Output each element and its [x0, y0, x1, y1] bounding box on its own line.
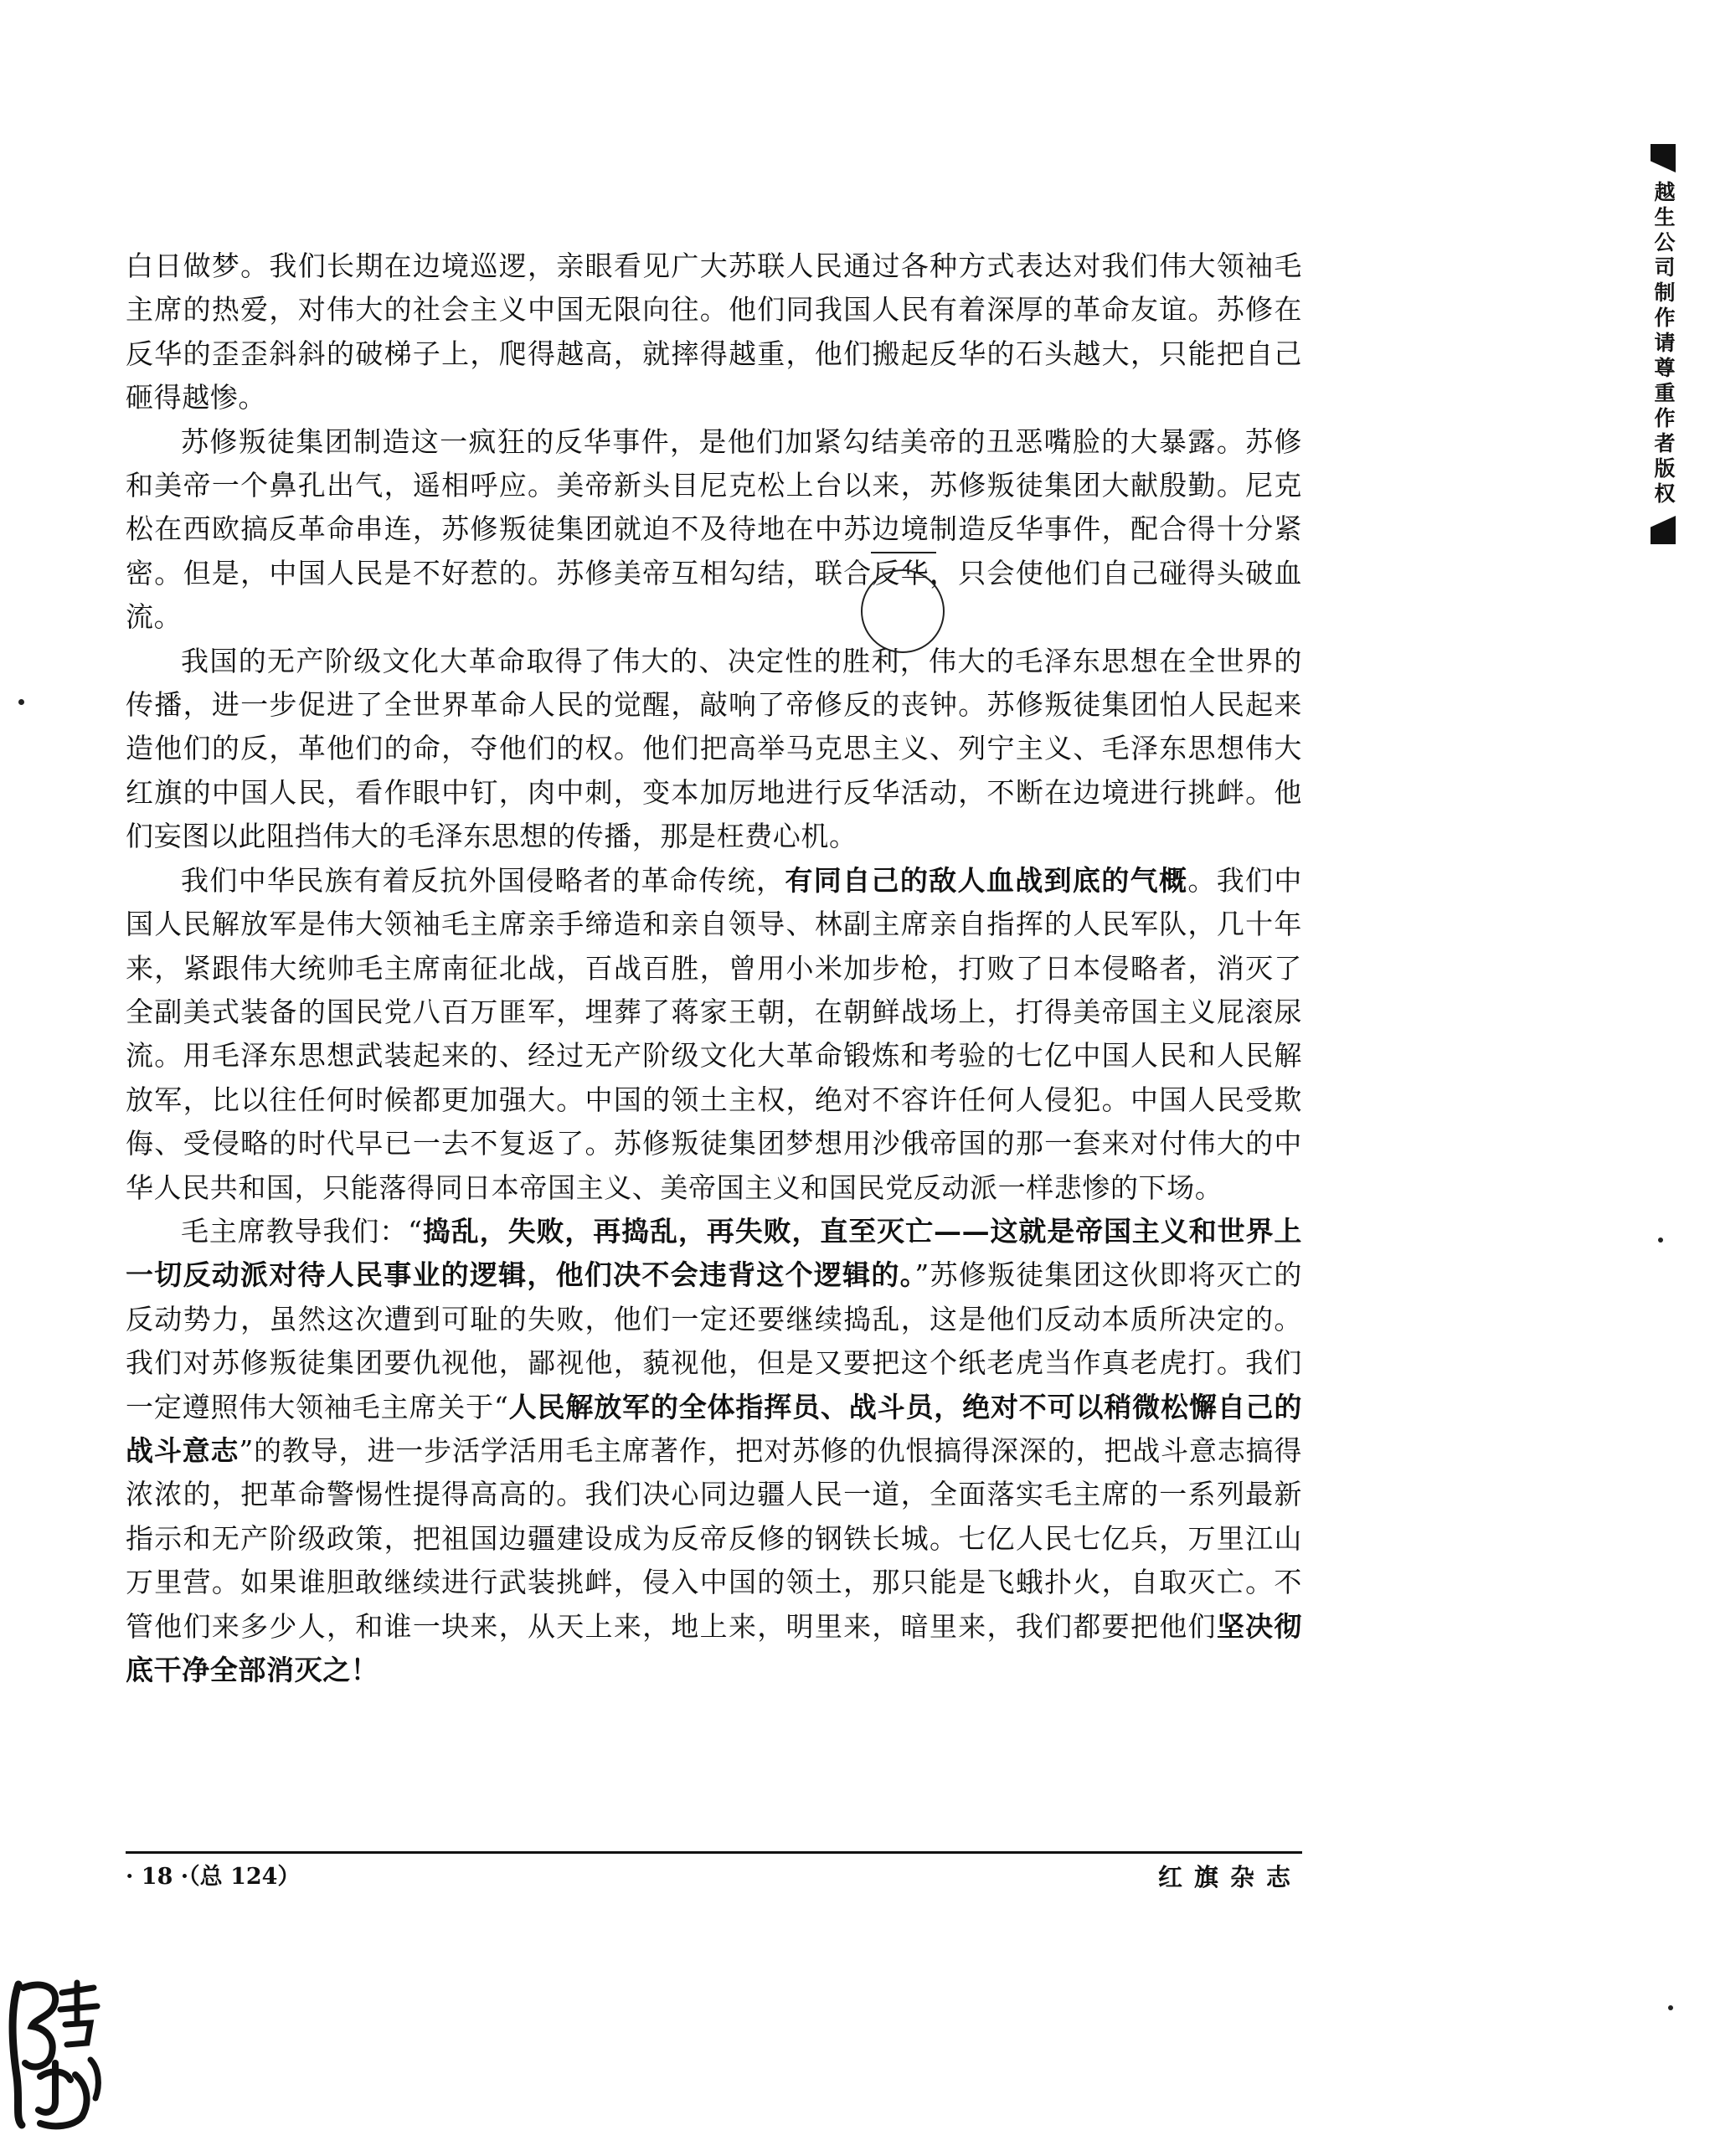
paragraph	[126, 420, 1302, 640]
emphasized-quote: 捣乱，失败，再捣乱，再失败，直至灭亡——这就是帝国主义和世界上一切反动派对待人民事业的逻辑，他们决不会违背这个逻辑的。	[126, 1214, 1302, 1292]
text-run: 白日做梦。我们长期在边境巡逻，亲眼看见广大苏联人民通过各种方式表达对我们伟大领袖毛主席的热爱，对伟大的社会主义中国无限向往。他们同我国人民有着深厚的革命友谊。苏修在反华的歪歪斜斜的破梯子上，爬得越高，就摔得越重，他们搬起反华的石头越大，只能把自己砸得越惨。	[126, 250, 1302, 414]
text-run: 我们中华民族有着反抗外国侵略者的革命传统，	[181, 863, 785, 897]
margin-bar-bottom	[1651, 516, 1676, 544]
text-run: ”的教导，进一步活学活用毛主席著作，把对苏修的仇恨搞得深深的，把战斗意志搞得浓浓的，把革命警惕性提得高高的。我们决心同边疆人民一道，全面落实毛主席的一系列最新指示和无产阶级政策，把祖国边疆建设成为反帝反修的钢铁长城。七亿人民七亿兵，万里江山万里营。如果谁胆敢继续进行武装挑衅，侵入中国的领土，那只能是飞蛾扑火，自取灭亡。不管他们来多少人，和谁一块来，从天上来，地上来，明里来，暗里来，我们都要把他们	[126, 1433, 1302, 1643]
paragraph	[126, 244, 1302, 420]
emphasized-quote: 坚决彻底干净全部消灭之！	[126, 1609, 1302, 1686]
article-body	[126, 244, 1302, 1692]
journal-title: 红旗杂志	[1157, 1863, 1302, 1891]
paragraph	[126, 1210, 1302, 1692]
text-run: 。我们中国人民解放军是伟大领袖毛主席亲手缔造和亲自领导、林副主席亲自指挥的人民军队，几十年来，紧跟伟大统帅毛主席南征北战，百战百胜，曾用小米加步枪，打败了日本侵略者，消灭了全副美式装备的国民党八百万匪军，埋葬了蒋家王朝，在朝鲜战场上，打得美帝国主义屁滚尿流。用毛泽东思想武装起来的、经过无产阶级文化大革命锻炼和考验的七亿中国人民和人民解放军，比以往任何时候都更加强大。中国的领土主权，绝对不容许任何人侵犯。中国人民受欺侮、受侵略的时代早已一去不复返了。苏修叛徒集团梦想用沙俄帝国的那一套来对付伟大的中华人民共和国，只能落得同日本帝国主义、美帝国主义和国民党反动派一样悲惨的下场。	[126, 863, 1303, 1204]
text-run: 毛主席教导我们：“	[181, 1214, 423, 1248]
footer-rule	[126, 1851, 1302, 1854]
scan-speck	[18, 699, 24, 705]
text-run: 苏修叛徒集团制造这一疯狂的反华事件，是他们加紧勾结美帝的丑恶嘴脸的大暴露。苏修和美帝一个鼻孔出气，遥相呼应。美帝新头目尼克松上台以来，苏修叛徒集团大献殷勤。尼克松在西欧搞反革命串连，苏修叛徒集团就迫不及待地在中苏边境制造反华事件，配合得十分紧密。但是，中国人民是不好惹的。苏修美帝互相勾结，联合反华，只会使他们自己碰得头破血流。	[126, 425, 1302, 634]
text-run: ”苏修叛徒集团这伙即将灭亡的反动势力，虽然这次遭到可耻的失败，他们一定还要继续捣乱，这是他们反动本质所决定的。我们对苏修叛徒集团要仇视他，鄙视他，藐视他，但是又要把这个纸老虎当作真老虎打。我们一定遵照伟大领袖毛主席关于“	[126, 1258, 1302, 1423]
margin-note-text: 越生公司制作请尊重作者版权	[1651, 181, 1676, 507]
paragraph	[126, 640, 1302, 859]
copyright-margin-note	[1646, 144, 1680, 544]
text-run: 我国的无产阶级文化大革命取得了伟大的、决定性的胜利，伟大的毛泽东思想在全世界的传播，进一步促进了全世界革命人民的觉醒，敲响了帝修反的丧钟。苏修叛徒集团怕人民起来造他们的反，革他们的命，夺他们的权。他们把高举马克思主义、列宁主义、毛泽东思想伟大红旗的中国人民，看作眼中钉，肉中刺，变本加厉地进行反华活动，不断在边境进行挑衅。他们妄图以此阻挡伟大的毛泽东思想的传播，那是枉费心机。	[126, 644, 1302, 853]
scan-speck	[1658, 1238, 1663, 1243]
margin-bar-top	[1651, 144, 1676, 172]
emphasized-quote: 人民解放军的全体指挥员、战斗员，绝对不可以稍微松懈自己的战斗意志	[126, 1390, 1302, 1467]
handwritten-circle-mark	[861, 569, 945, 653]
seal-stamp-icon	[7, 1976, 106, 2131]
handwritten-strike-mark	[871, 552, 936, 553]
page-number: · 18 ·（总 124）	[126, 1864, 301, 1890]
emphasized-quote: 有同自己的敌人血战到底的气概	[785, 863, 1188, 897]
paragraph	[126, 859, 1302, 1210]
scan-speck	[1668, 2005, 1673, 2010]
